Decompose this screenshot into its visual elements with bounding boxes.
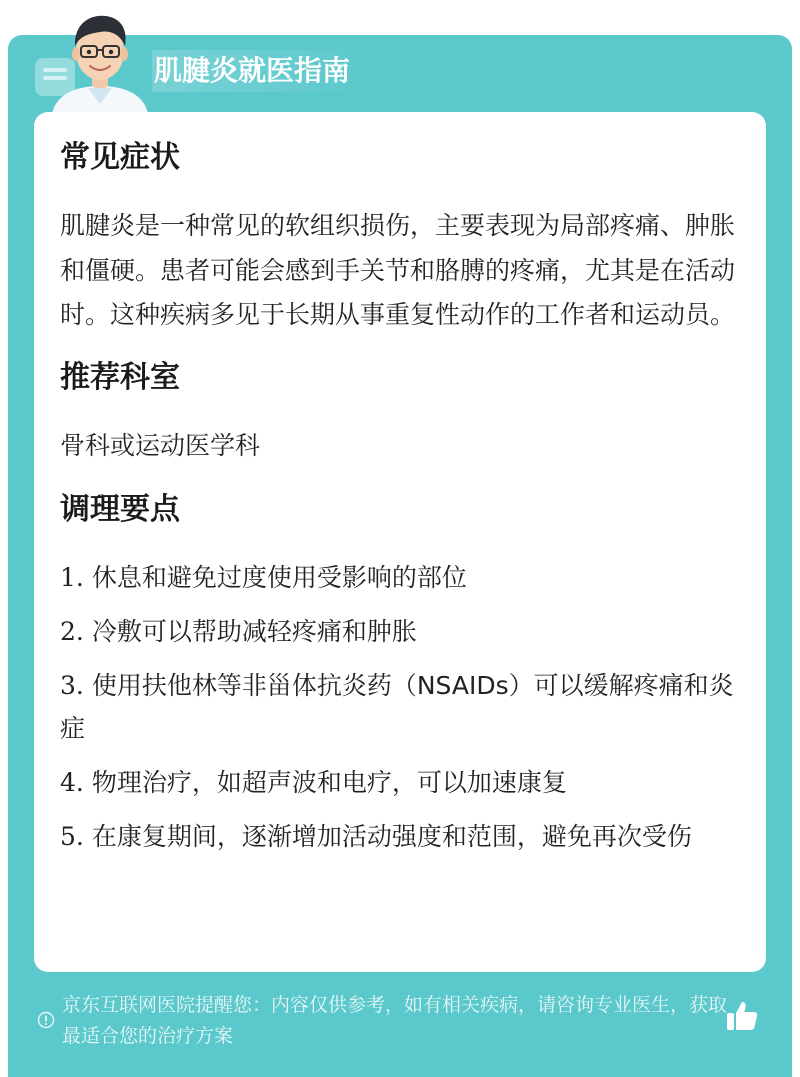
care-list-item — [60, 556, 744, 599]
guide-card — [34, 112, 766, 972]
list-number: 1. — [60, 563, 84, 592]
care-list-item — [60, 761, 744, 804]
department-heading: 推荐科室 — [60, 359, 180, 395]
thumbs-up-icon[interactable] — [724, 998, 760, 1034]
list-number: 5. — [60, 822, 84, 851]
care-list-item — [60, 610, 744, 653]
department-text: 骨科或运动医学科 — [60, 430, 261, 460]
list-number: 4. — [60, 768, 84, 797]
list-item-text: 冷敷可以帮助减轻疼痛和肿胀 — [91, 617, 417, 646]
symptoms-heading: 常见症状 — [60, 140, 180, 175]
page-title: 肌腱炎就医指南 — [152, 50, 370, 92]
list-item-text: 物理治疗，如超声波和电疗，可以加速康复 — [91, 768, 567, 797]
info-icon — [37, 1011, 55, 1029]
care-heading: 调理要点 — [60, 492, 180, 527]
doctor-avatar-icon — [48, 8, 152, 114]
list-item-text: 休息和避免过度使用受影响的部位 — [91, 563, 467, 592]
care-list-item — [60, 815, 744, 858]
care-list — [60, 556, 744, 858]
list-number: 3. — [60, 671, 84, 700]
disclaimer-text: 京东互联网医院提醒您：内容仅供参考，如有相关疾病，请咨询专业医生，获取最适合您的治疗方案 — [62, 994, 728, 1047]
list-item-text: 使用扶他林等非甾体抗炎药（NSAIDs）可以缓解疼痛和炎症 — [60, 671, 734, 743]
care-list-item — [60, 664, 744, 750]
list-number: 2. — [60, 617, 84, 646]
symptoms-text: 肌腱炎是一种常见的软组织损伤，主要表现为局部疼痛、肿胀和僵硬。患者可能会感到手关节和胳膊的疼痛，尤其是在活动时。这种疾病多见于长期从事重复性动作的工作者和运动员。 — [60, 211, 736, 329]
list-item-text: 在康复期间，逐渐增加活动强度和范围，避免再次受伤 — [91, 822, 692, 851]
